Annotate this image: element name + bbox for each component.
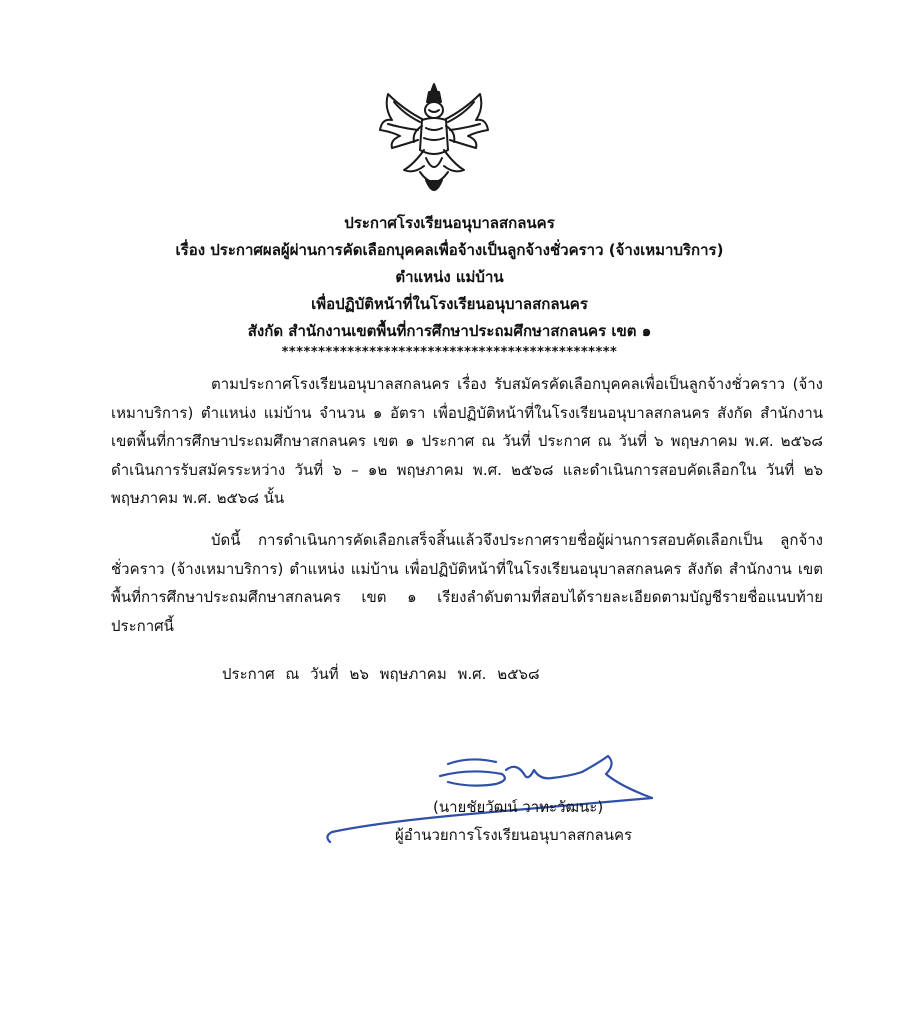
signer-position: ผู้อำนวยการโรงเรียนอนุบาลสกลนคร [395, 826, 633, 844]
signer-name: (นายชัยวัฒน์ วาทะวัฒนะ) [433, 798, 604, 816]
body-paragraph-1: ตามประกาศโรงเรียนอนุบาลสกลนคร เรื่อง รับสมัครคัดเลือกบุคคลเพื่อเป็นลูกจ้างชั่วคราว (จ้างเหมาบริการ) ตำแหน่ง แม่บ้าน จำนวน ๑ อัตรา เพื่อปฏิบัติหน้าที่ในโรงเรียนอนุบาลสกลนคร สังกัด สำนักงานเขตพื้นที่การศึกษาประถมศึกษาสกลนคร เขต ๑ ประกาศ ณ วันที่ ประกาศ ณ วันที่ ๖ พฤษภาคม พ.ศ. ๒๕๖๘ ดำเนินการรับสมัครระหว่าง วันที่ ๖ – ๑๒ พฤษภาคม พ.ศ. ๒๕๖๘ และดำเนินการสอบคัดเลือกใน วันที่ ๒๖ พฤษภาคม พ.ศ. ๒๕๖๘ นั้น [111, 375, 823, 507]
announcement-header [0, 210, 899, 361]
garuda-emblem-icon [374, 80, 494, 204]
announcement-date: ประกาศ ณ วันที่ ๒๖ พฤษภาคม พ.ศ. ๒๕๖๘ [222, 665, 540, 683]
header-separator: ********************************************** [281, 345, 618, 360]
header-subject: เรื่อง ประกาศผลผู้ผ่านการคัดเลือกบุคคลเพื่อจ้างเป็นลูกจ้างชั่วคราว (จ้างเหมาบริการ) [175, 241, 724, 259]
header-title: ประกาศโรงเรียนอนุบาลสกลนคร [344, 214, 555, 232]
header-position: ตำแหน่ง แม่บ้าน [395, 268, 504, 286]
body-paragraph-2: บัดนี้ การดำเนินการคัดเลือกเสร็จสิ้นแล้วจึงประกาศรายชื่อผู้ผ่านการสอบคัดเลือกเป็น ลูกจ้างชั่วคราว (จ้างเหมาบริการ) ตำแหน่ง แม่บ้าน เพื่อปฏิบัติหน้าที่ในโรงเรียนอนุบาลสกลนคร สังกัด สำนักงาน เขตพื้นที่การศึกษาประถมศึกษาสกลนคร เขต ๑ เรียงลำดับตามที่สอบได้รายละเอียดตามบัญชีรายชื่อแนบท้าย ประกาศนี้ [111, 531, 823, 635]
header-affiliation: สังกัด สำนักงานเขตพื้นที่การศึกษาประถมศึกษาสกลนคร เขต ๑ [247, 322, 652, 340]
header-purpose: เพื่อปฏิบัติหน้าที่ในโรงเรียนอนุบาลสกลนคร [311, 295, 588, 313]
